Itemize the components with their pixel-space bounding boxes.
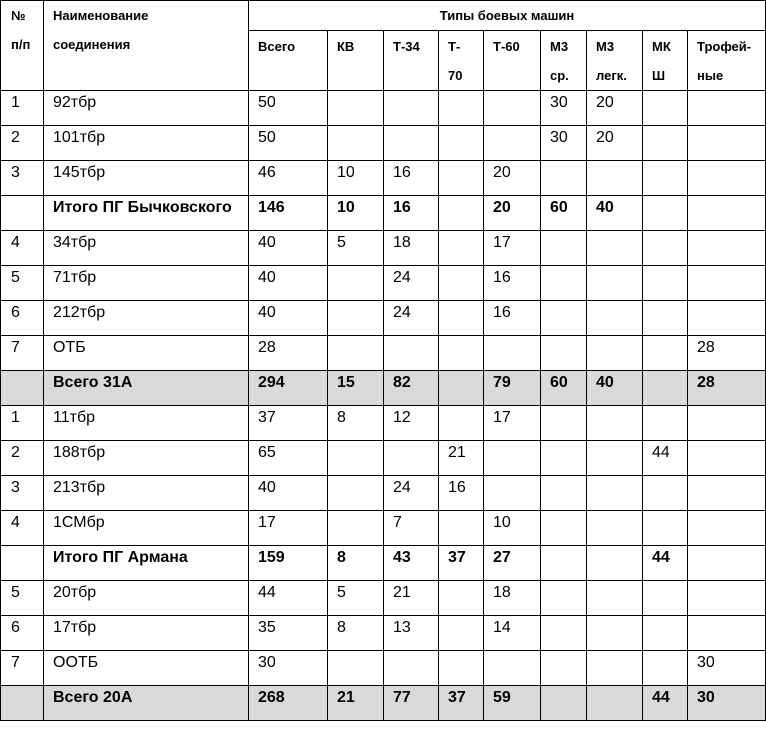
cell-t70: [439, 196, 484, 231]
cell-t60: 18: [484, 581, 541, 616]
cell-kv: 21: [328, 686, 384, 721]
cell-m3-light: 20: [587, 126, 643, 161]
row-unit-name: 212тбр: [44, 301, 249, 336]
cell-t60: 27: [484, 546, 541, 581]
row-unit-name: 1СМбр: [44, 511, 249, 546]
cell-mkii: [643, 301, 688, 336]
cell-t70: [439, 266, 484, 301]
cell-t34: 24: [384, 301, 439, 336]
row-number: 2: [1, 126, 44, 161]
cell-total: 40: [249, 301, 328, 336]
cell-t70: [439, 161, 484, 196]
header-col-mkii: [643, 31, 688, 91]
cell-mkii: [643, 196, 688, 231]
cell-mkii: 44: [643, 546, 688, 581]
cell-t60: 79: [484, 371, 541, 406]
cell-trophy: 28: [688, 336, 766, 371]
cell-trophy: [688, 196, 766, 231]
header-types-title: Типы боевых машин: [249, 1, 766, 31]
header-col-line1: Т-34: [393, 39, 420, 54]
header-num-line2: п/п: [11, 37, 31, 52]
row-number: 6: [1, 301, 44, 336]
cell-m3-light: 40: [587, 371, 643, 406]
cell-kv: 8: [328, 616, 384, 651]
table-row: [1, 546, 766, 581]
cell-m3-light: [587, 581, 643, 616]
table-row: [1, 371, 766, 406]
header-col-line1: Трофей-: [697, 39, 752, 54]
cell-t60: 17: [484, 231, 541, 266]
cell-t34: 13: [384, 616, 439, 651]
cell-t60: [484, 126, 541, 161]
cell-m3-medium: [541, 476, 587, 511]
cell-t34: 21: [384, 581, 439, 616]
cell-t60: 10: [484, 511, 541, 546]
cell-total: 44: [249, 581, 328, 616]
row-unit-name: 11тбр: [44, 406, 249, 441]
cell-total: 37: [249, 406, 328, 441]
cell-m3-light: [587, 441, 643, 476]
cell-m3-medium: [541, 651, 587, 686]
cell-m3-medium: [541, 511, 587, 546]
cell-m3-light: [587, 336, 643, 371]
cell-m3-light: [587, 651, 643, 686]
cell-mkii: 44: [643, 441, 688, 476]
row-number: 1: [1, 91, 44, 126]
row-unit-name: Итого ПГ Бычковского: [44, 196, 249, 231]
cell-mkii: [643, 406, 688, 441]
cell-m3-light: [587, 301, 643, 336]
cell-m3-medium: 30: [541, 126, 587, 161]
row-unit-name: 20тбр: [44, 581, 249, 616]
cell-m3-medium: 60: [541, 196, 587, 231]
cell-mkii: [643, 651, 688, 686]
cell-m3-medium: [541, 441, 587, 476]
cell-trophy: [688, 406, 766, 441]
cell-m3-light: [587, 546, 643, 581]
cell-total: 40: [249, 266, 328, 301]
row-number: [1, 196, 44, 231]
cell-m3-medium: [541, 336, 587, 371]
cell-t60: 20: [484, 196, 541, 231]
row-unit-name: 188тбр: [44, 441, 249, 476]
header-col-m3-medium: [541, 31, 587, 91]
table-row: [1, 616, 766, 651]
row-number: [1, 686, 44, 721]
cell-mkii: [643, 371, 688, 406]
cell-mkii: [643, 91, 688, 126]
cell-m3-medium: 60: [541, 371, 587, 406]
cell-kv: [328, 651, 384, 686]
cell-mkii: [643, 161, 688, 196]
cell-t70: [439, 511, 484, 546]
cell-t60: [484, 336, 541, 371]
cell-kv: 10: [328, 161, 384, 196]
cell-trophy: [688, 126, 766, 161]
cell-trophy: 30: [688, 651, 766, 686]
cell-m3-medium: [541, 301, 587, 336]
cell-total: 159: [249, 546, 328, 581]
cell-m3-medium: [541, 406, 587, 441]
cell-kv: 8: [328, 406, 384, 441]
cell-mkii: 44: [643, 686, 688, 721]
cell-kv: [328, 126, 384, 161]
cell-m3-light: 40: [587, 196, 643, 231]
cell-trophy: [688, 546, 766, 581]
cell-trophy: [688, 511, 766, 546]
cell-total: 40: [249, 231, 328, 266]
cell-total: 17: [249, 511, 328, 546]
cell-m3-light: [587, 511, 643, 546]
header-num-line1: №: [11, 8, 26, 23]
cell-t60: [484, 651, 541, 686]
row-number: 1: [1, 406, 44, 441]
header-col-line2: ные: [697, 68, 724, 83]
row-number: 6: [1, 616, 44, 651]
cell-t34: [384, 651, 439, 686]
cell-m3-medium: [541, 266, 587, 301]
cell-m3-light: [587, 406, 643, 441]
cell-t70: [439, 581, 484, 616]
header-name-line1: Наименование: [53, 8, 149, 23]
cell-t60: 16: [484, 266, 541, 301]
cell-m3-light: [587, 616, 643, 651]
cell-kv: 5: [328, 231, 384, 266]
cell-mkii: [643, 616, 688, 651]
table-row: [1, 406, 766, 441]
table-row: [1, 196, 766, 231]
cell-total: 50: [249, 126, 328, 161]
cell-kv: [328, 511, 384, 546]
header-col-line2: легк.: [596, 68, 627, 83]
cell-m3-medium: [541, 546, 587, 581]
cell-m3-medium: [541, 686, 587, 721]
cell-t70: [439, 301, 484, 336]
cell-m3-light: [587, 231, 643, 266]
cell-total: 46: [249, 161, 328, 196]
cell-trophy: [688, 266, 766, 301]
cell-total: 30: [249, 651, 328, 686]
header-col-m3-light: [587, 31, 643, 91]
row-number: 2: [1, 441, 44, 476]
cell-mkii: [643, 336, 688, 371]
header-col-kv: [328, 31, 384, 91]
header-col-total: [249, 31, 328, 91]
cell-total: 146: [249, 196, 328, 231]
cell-total: 50: [249, 91, 328, 126]
row-unit-name: ОТБ: [44, 336, 249, 371]
cell-m3-light: [587, 161, 643, 196]
header-col-line1: Т-: [448, 39, 461, 54]
cell-mkii: [643, 476, 688, 511]
cell-m3-medium: [541, 231, 587, 266]
cell-t60: 16: [484, 301, 541, 336]
cell-t34: [384, 441, 439, 476]
cell-mkii: [643, 231, 688, 266]
cell-t60: 17: [484, 406, 541, 441]
cell-m3-light: [587, 476, 643, 511]
row-number: 7: [1, 651, 44, 686]
row-number: 5: [1, 266, 44, 301]
cell-t34: 24: [384, 476, 439, 511]
table-row: [1, 476, 766, 511]
cell-trophy: [688, 616, 766, 651]
cell-trophy: [688, 581, 766, 616]
header-col-line2: Ш: [652, 68, 666, 83]
cell-t34: 77: [384, 686, 439, 721]
row-unit-name: Всего 31А: [44, 371, 249, 406]
header-col-line1: КВ: [337, 39, 355, 54]
table-row: [1, 126, 766, 161]
row-unit-name: 71тбр: [44, 266, 249, 301]
table-row: [1, 651, 766, 686]
table-row: [1, 336, 766, 371]
cell-t60: 14: [484, 616, 541, 651]
cell-m3-medium: [541, 161, 587, 196]
cell-t70: 37: [439, 546, 484, 581]
cell-t34: 24: [384, 266, 439, 301]
cell-m3-light: [587, 266, 643, 301]
cell-kv: 8: [328, 546, 384, 581]
cell-t60: [484, 91, 541, 126]
cell-t34: 43: [384, 546, 439, 581]
cell-t70: [439, 126, 484, 161]
header-col-line1: Т-60: [493, 39, 520, 54]
cell-t60: [484, 441, 541, 476]
header-col-t70: [439, 31, 484, 91]
header-name: [44, 1, 249, 91]
cell-mkii: [643, 126, 688, 161]
cell-total: 294: [249, 371, 328, 406]
cell-m3-medium: 30: [541, 91, 587, 126]
cell-m3-light: 20: [587, 91, 643, 126]
header-col-line1: Всего: [258, 39, 296, 54]
header-col-t60: [484, 31, 541, 91]
cell-kv: [328, 336, 384, 371]
table-row: [1, 301, 766, 336]
cell-kv: 15: [328, 371, 384, 406]
cell-t34: [384, 126, 439, 161]
table-row: [1, 581, 766, 616]
table-row: [1, 511, 766, 546]
cell-kv: 10: [328, 196, 384, 231]
cell-total: 28: [249, 336, 328, 371]
table-row: [1, 266, 766, 301]
cell-t34: 82: [384, 371, 439, 406]
cell-kv: [328, 91, 384, 126]
cell-total: 268: [249, 686, 328, 721]
cell-trophy: 30: [688, 686, 766, 721]
cell-kv: [328, 266, 384, 301]
header-col-trophy: [688, 31, 766, 91]
row-unit-name: 101тбр: [44, 126, 249, 161]
cell-trophy: [688, 476, 766, 511]
cell-total: 40: [249, 476, 328, 511]
header-col-line1: М3: [550, 39, 569, 54]
cell-t34: 16: [384, 196, 439, 231]
row-unit-name: ООТБ: [44, 651, 249, 686]
cell-kv: [328, 476, 384, 511]
cell-mkii: [643, 581, 688, 616]
row-unit-name: 17тбр: [44, 616, 249, 651]
cell-kv: [328, 441, 384, 476]
cell-mkii: [643, 266, 688, 301]
header-name-line2: соединения: [53, 37, 131, 52]
row-number: 3: [1, 476, 44, 511]
cell-t34: [384, 91, 439, 126]
cell-mkii: [643, 511, 688, 546]
header-col-line1: МК: [652, 39, 671, 54]
row-unit-name: 92тбр: [44, 91, 249, 126]
cell-kv: 5: [328, 581, 384, 616]
table-row: [1, 686, 766, 721]
cell-t60: 59: [484, 686, 541, 721]
table-row: [1, 161, 766, 196]
cell-t70: 16: [439, 476, 484, 511]
row-unit-name: 34тбр: [44, 231, 249, 266]
cell-t60: 20: [484, 161, 541, 196]
cell-t70: [439, 336, 484, 371]
header-num: [1, 1, 44, 91]
cell-trophy: [688, 91, 766, 126]
row-number: [1, 546, 44, 581]
header-col-line1: М3: [596, 39, 615, 54]
row-number: 3: [1, 161, 44, 196]
cell-t34: 18: [384, 231, 439, 266]
cell-m3-light: [587, 686, 643, 721]
cell-trophy: 28: [688, 371, 766, 406]
row-unit-name: Всего 20А: [44, 686, 249, 721]
cell-t70: [439, 91, 484, 126]
row-number: 4: [1, 511, 44, 546]
cell-total: 65: [249, 441, 328, 476]
cell-t70: [439, 406, 484, 441]
cell-t34: 7: [384, 511, 439, 546]
cell-t70: 21: [439, 441, 484, 476]
cell-trophy: [688, 161, 766, 196]
header-col-t34: [384, 31, 439, 91]
table-row: [1, 441, 766, 476]
cell-trophy: [688, 231, 766, 266]
row-number: 7: [1, 336, 44, 371]
cell-kv: [328, 301, 384, 336]
row-number: 4: [1, 231, 44, 266]
row-unit-name: Итого ПГ Армана: [44, 546, 249, 581]
cell-total: 35: [249, 616, 328, 651]
row-number: 5: [1, 581, 44, 616]
table-row: [1, 91, 766, 126]
row-unit-name: 213тбр: [44, 476, 249, 511]
cell-m3-medium: [541, 581, 587, 616]
cell-t34: 12: [384, 406, 439, 441]
cell-t70: [439, 371, 484, 406]
header-col-line2: ср.: [550, 68, 569, 83]
cell-t70: 37: [439, 686, 484, 721]
cell-m3-medium: [541, 616, 587, 651]
cell-t70: [439, 651, 484, 686]
cell-t60: [484, 476, 541, 511]
cell-t70: [439, 231, 484, 266]
table-row: [1, 231, 766, 266]
cell-t34: 16: [384, 161, 439, 196]
cell-t34: [384, 336, 439, 371]
cell-trophy: [688, 301, 766, 336]
row-number: [1, 371, 44, 406]
row-unit-name: 145тбр: [44, 161, 249, 196]
cell-t70: [439, 616, 484, 651]
header-col-line2: 70: [448, 68, 463, 83]
cell-trophy: [688, 441, 766, 476]
